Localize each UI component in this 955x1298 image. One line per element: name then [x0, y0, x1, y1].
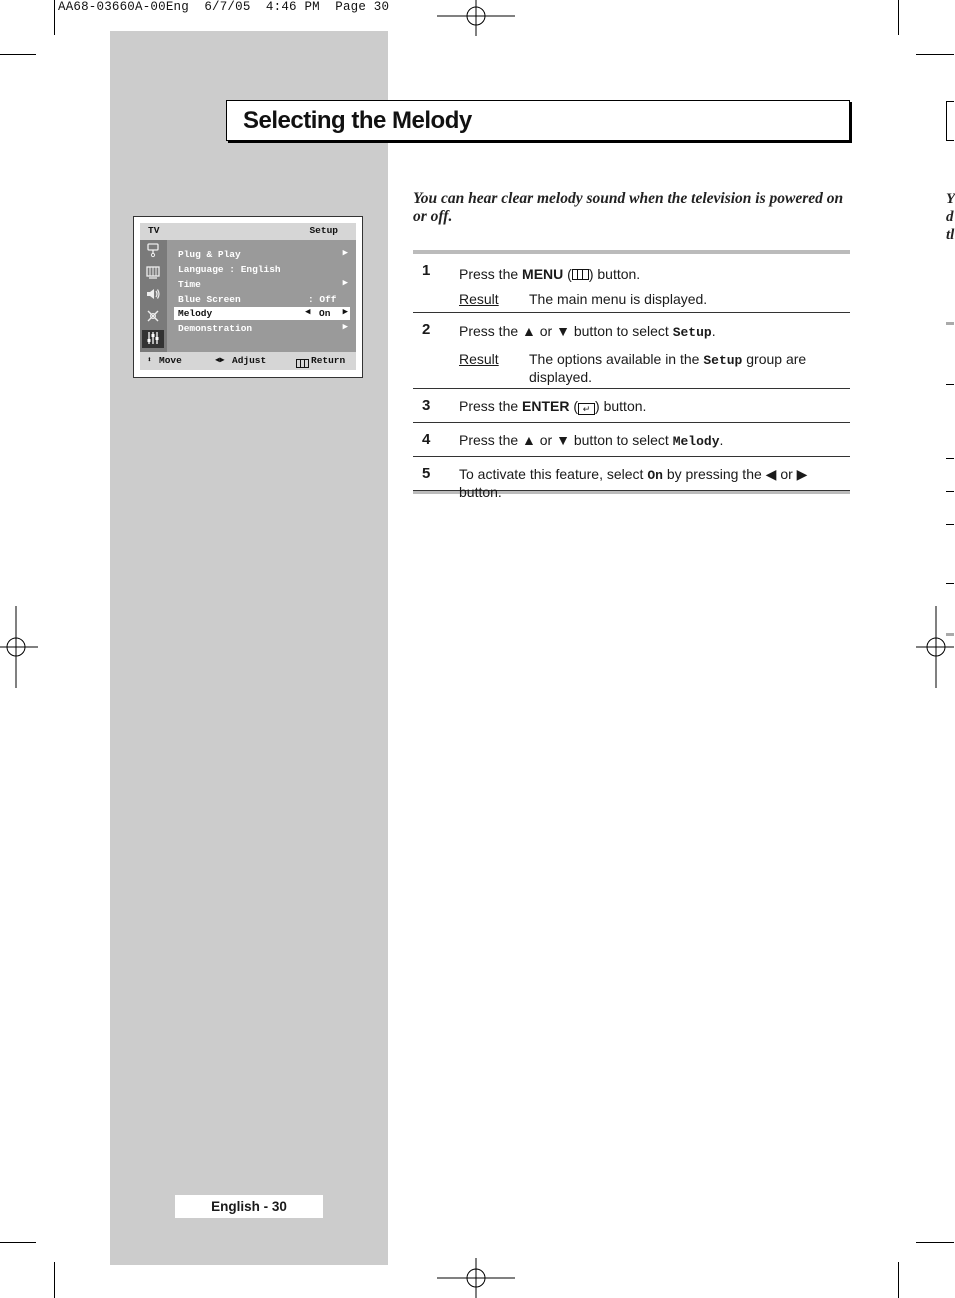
step-row	[413, 254, 850, 313]
steps-table	[413, 250, 850, 500]
step-row	[413, 313, 850, 389]
edge-tick	[946, 458, 954, 459]
tv-footer-return: Return	[311, 355, 346, 366]
next-page-fragment: tl	[946, 227, 955, 243]
tv-menu-header	[140, 223, 356, 240]
tv-menu-item: Time ▶	[178, 278, 348, 290]
next-page-fragment: Y	[946, 191, 955, 207]
tv-menu-illustration	[133, 216, 363, 378]
edge-tick	[946, 524, 954, 525]
tv-menu-item: Blue Screen : Off	[178, 294, 337, 305]
crop-mark	[54, 0, 55, 35]
edge-tick	[946, 633, 954, 636]
edge-tick	[946, 384, 954, 385]
tv-menu-footer	[140, 352, 356, 370]
arrow-right-icon: ▶	[342, 278, 348, 288]
tv-header-source: TV	[148, 225, 160, 236]
edge-tick	[946, 101, 954, 102]
move-icon: ⬍	[147, 356, 152, 365]
edge-tick	[946, 140, 954, 141]
step-number: 3	[422, 397, 431, 414]
tv-footer-adjust: Adjust	[232, 355, 267, 366]
step-instruction: Press the ENTER ( ↵ ) button.	[459, 398, 647, 414]
step-row	[413, 457, 850, 500]
edge-tick	[946, 322, 954, 325]
step-instruction: Press the ▲ or ▼ button to select Setup.	[459, 323, 716, 340]
tv-header-menu: Setup	[309, 225, 338, 236]
tv-menu-item: Demonstration ▶	[178, 322, 348, 334]
step-instruction: To activate this feature, select On by pressing the ◀ or ▶ button.	[459, 466, 808, 500]
step-row	[413, 389, 850, 423]
adjust-icon: ◀▶	[215, 356, 225, 365]
tv-screen	[140, 223, 356, 370]
edge-tick	[946, 583, 954, 584]
print-slug: AA68-03660A-00Eng 6/7/05 4:46 PM Page 30	[58, 0, 390, 14]
step-result: Result The main menu is displayed.	[459, 291, 708, 307]
crop-mark	[916, 1242, 954, 1243]
registration-mark-icon	[437, 0, 517, 36]
tv-menu-item-selected: Melody ◀ On ▶	[174, 307, 350, 320]
page-title: Selecting the Melody	[243, 107, 472, 134]
crop-mark	[54, 1262, 55, 1298]
step-row	[413, 423, 850, 457]
registration-mark-icon	[0, 606, 40, 688]
crop-mark	[898, 1262, 899, 1298]
step-instruction: Press the MENU ( ) button.	[459, 266, 641, 282]
setup-icon	[142, 330, 164, 348]
page-title-box	[226, 100, 850, 141]
picture-icon	[142, 264, 164, 282]
step-result: Result The options available in the Setup group are displayed.	[459, 351, 807, 385]
crop-mark	[0, 1242, 36, 1243]
step-number: 2	[422, 321, 431, 338]
intro-text: You can hear clear melody sound when the television is powered on or off.	[413, 190, 844, 225]
step-number: 5	[422, 465, 431, 482]
channel-icon	[142, 308, 164, 326]
crop-mark	[0, 54, 36, 55]
next-page-fragment: d	[946, 209, 954, 225]
arrow-left-icon: ◀	[305, 307, 311, 317]
enter-button-icon: ↵	[578, 403, 595, 415]
tv-footer-move: Move	[159, 355, 182, 366]
input-icon	[142, 242, 164, 260]
registration-mark-icon	[437, 1258, 517, 1298]
arrow-right-icon: ▶	[342, 307, 348, 317]
tv-menu-item: Language : English	[178, 264, 281, 275]
edge-tick	[946, 101, 947, 141]
step-instruction: Press the ▲ or ▼ button to select Melody.	[459, 432, 724, 449]
crop-mark	[898, 0, 899, 35]
arrow-right-icon: ▶	[342, 322, 348, 332]
registration-mark-icon	[914, 606, 954, 688]
step-number: 1	[422, 262, 431, 279]
tv-menu-item: Plug & Play ▶	[178, 248, 348, 260]
sound-icon	[142, 286, 164, 304]
arrow-right-icon: ▶	[342, 248, 348, 258]
crop-mark	[916, 54, 954, 55]
edge-tick	[946, 491, 954, 492]
page-number-footer: English - 30	[175, 1195, 323, 1218]
tv-menu-side-icons	[140, 240, 167, 352]
step-number: 4	[422, 431, 431, 448]
menu-button-icon	[572, 269, 589, 280]
